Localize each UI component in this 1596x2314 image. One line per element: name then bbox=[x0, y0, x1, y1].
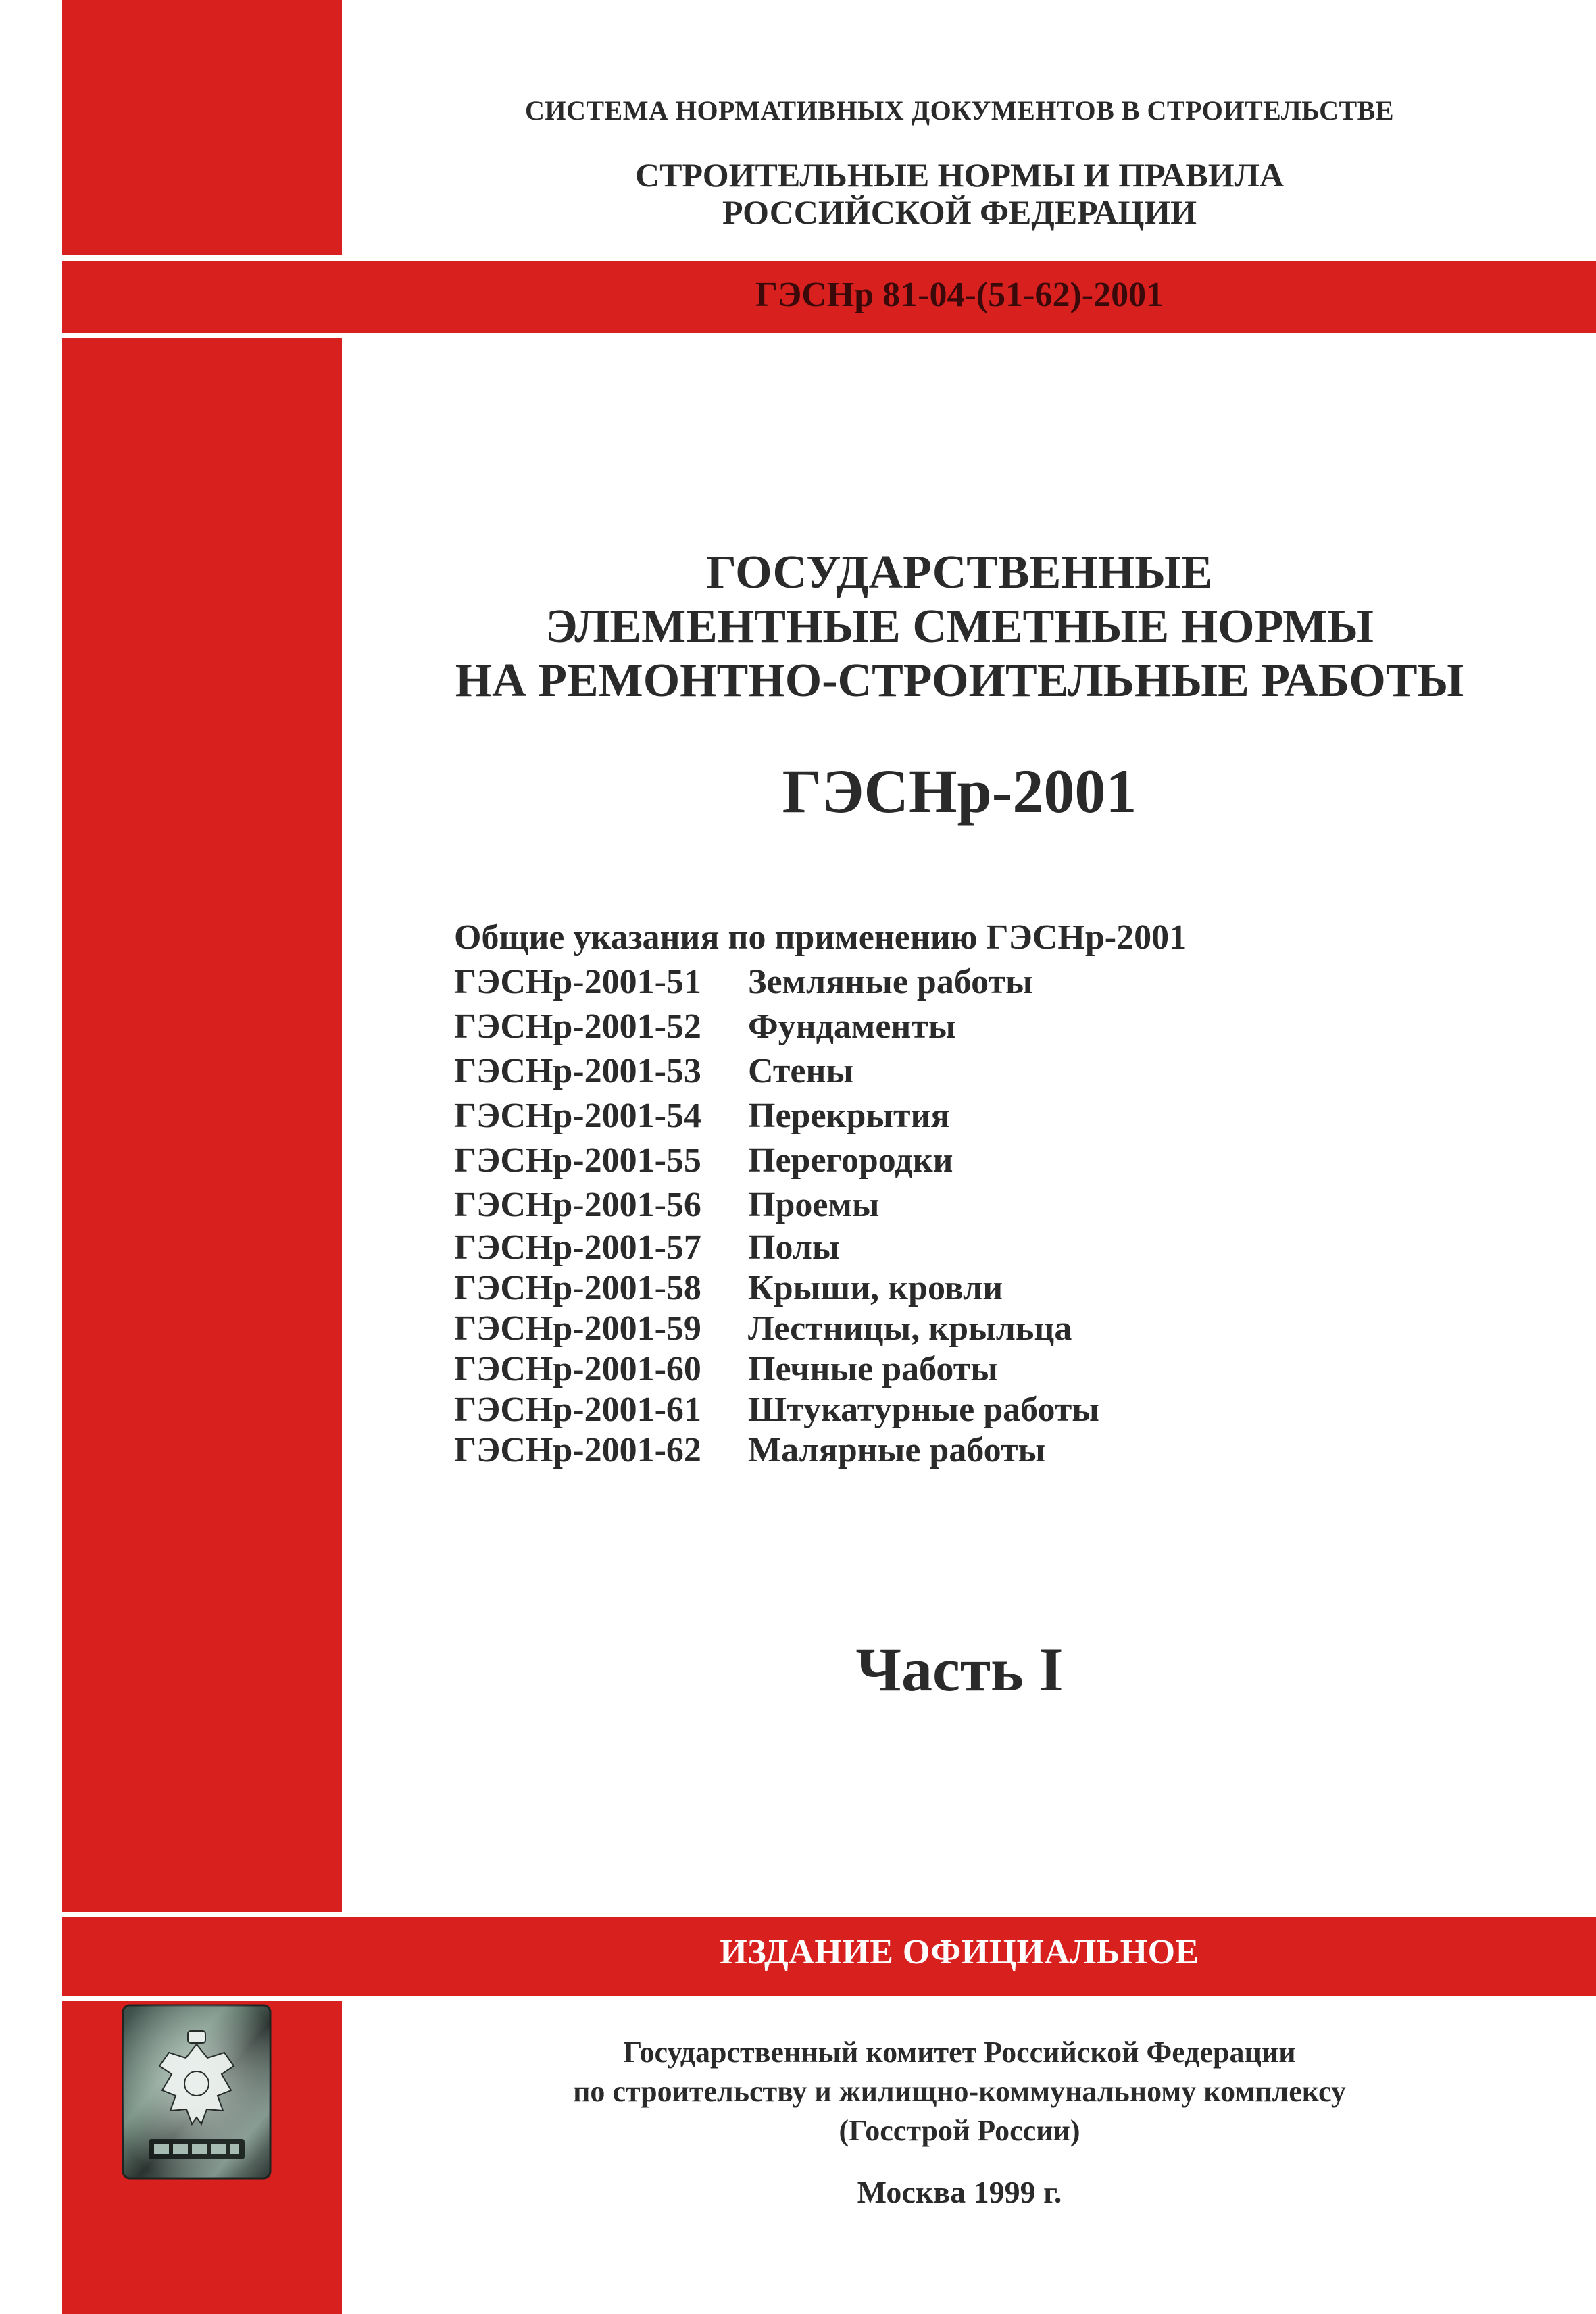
publisher-line3: (Госстрой России) bbox=[839, 2114, 1080, 2147]
contents-item bbox=[454, 1349, 1187, 1390]
contents-item-code: ГЭСНр-2001-57 bbox=[454, 1228, 701, 1267]
contents-item-title: Печные работы bbox=[748, 1350, 998, 1388]
publisher-line2: по строительству и жилищно-коммунальному комплексу bbox=[573, 2075, 1346, 2108]
red-band-left-top bbox=[62, 0, 342, 255]
contents-item-title: Перекрытия bbox=[748, 1097, 950, 1135]
edition-label: ИЗДАНИЕ ОФИЦИАЛЬНОЕ bbox=[720, 1933, 1199, 1971]
snip-title-line1: СТРОИТЕЛЬНЫЕ НОРМЫ И ПРАВИЛА bbox=[635, 156, 1284, 194]
contents-item bbox=[454, 1268, 1187, 1309]
contents-item-code: ГЭСНр-2001-58 bbox=[454, 1269, 701, 1307]
contents-item-code: ГЭСНр-2001-54 bbox=[454, 1097, 701, 1135]
part-number: Часть I bbox=[855, 1635, 1064, 1704]
contents-item-code: ГЭСНр-2001-55 bbox=[454, 1141, 701, 1180]
contents-item-title: Фундаменты bbox=[748, 1007, 956, 1046]
contents-item-title: Стены bbox=[748, 1052, 854, 1090]
contents-item-code: ГЭСНр-2001-56 bbox=[454, 1186, 701, 1224]
publisher-line1: Государственный комитет Российской Федерации bbox=[623, 2036, 1296, 2069]
contents-item bbox=[454, 1049, 1187, 1094]
main-title-line2: ЭЛЕМЕНТНЫЕ СМЕТНЫЕ НОРМЫ bbox=[545, 601, 1374, 653]
contents-item bbox=[454, 1309, 1187, 1349]
contents-item-title: Штукатурные работы bbox=[748, 1390, 1099, 1429]
contents-item bbox=[454, 1005, 1187, 1049]
contents-item-code: ГЭСНр-2001-62 bbox=[454, 1431, 701, 1469]
document-code: ГЭСНр 81-04-(51-62)-2001 bbox=[755, 276, 1164, 314]
hologram-eagle-icon bbox=[122, 2004, 272, 2180]
main-title-line1: ГОСУДАРСТВЕННЫЕ bbox=[706, 547, 1213, 599]
abbreviation-title: ГЭСНр-2001 bbox=[782, 757, 1137, 826]
city-year: Москва 1999 г. bbox=[857, 2175, 1062, 2209]
contents-item-title: Земляные работы bbox=[748, 963, 1033, 1001]
contents-item-title: Перегородки bbox=[748, 1141, 953, 1180]
red-band-left-middle bbox=[62, 338, 342, 1912]
contents-item-title: Крыши, кровли bbox=[748, 1269, 1003, 1307]
contents-item bbox=[454, 1138, 1187, 1183]
snip-title-line2: РОССИЙСКОЙ ФЕДЕРАЦИИ bbox=[722, 193, 1197, 231]
contents-item-code: ГЭСНр-2001-51 bbox=[454, 963, 701, 1001]
main-title-line3: НА РЕМОНТНО-СТРОИТЕЛЬНЫЕ РАБОТЫ bbox=[455, 655, 1464, 707]
contents-item-code: ГЭСНр-2001-61 bbox=[454, 1390, 701, 1429]
contents-item-title: Полы bbox=[748, 1228, 840, 1267]
contents-item-title: Лестницы, крыльца bbox=[748, 1309, 1072, 1348]
contents-list bbox=[454, 915, 1187, 1471]
contents-item-code: ГЭСНр-2001-53 bbox=[454, 1052, 701, 1090]
contents-item-code: ГЭСНр-2001-52 bbox=[454, 1007, 701, 1046]
contents-item bbox=[454, 1430, 1187, 1471]
contents-item bbox=[454, 1183, 1187, 1228]
contents-item-code: ГЭСНр-2001-59 bbox=[454, 1309, 701, 1348]
system-title: СИСТЕМА НОРМАТИВНЫХ ДОКУМЕНТОВ В СТРОИТЕЛЬСТВЕ bbox=[524, 95, 1395, 126]
contents-item bbox=[454, 960, 1187, 1005]
contents-item-title: Малярные работы bbox=[748, 1431, 1046, 1469]
contents-item-code: ГЭСНр-2001-60 bbox=[454, 1350, 701, 1388]
contents-item bbox=[454, 1228, 1187, 1268]
contents-item-title: Проемы bbox=[748, 1186, 880, 1224]
contents-item bbox=[454, 1390, 1187, 1430]
contents-item bbox=[454, 1094, 1187, 1138]
contents-general: Общие указания по применению ГЭСНр-2001 bbox=[454, 918, 1187, 957]
